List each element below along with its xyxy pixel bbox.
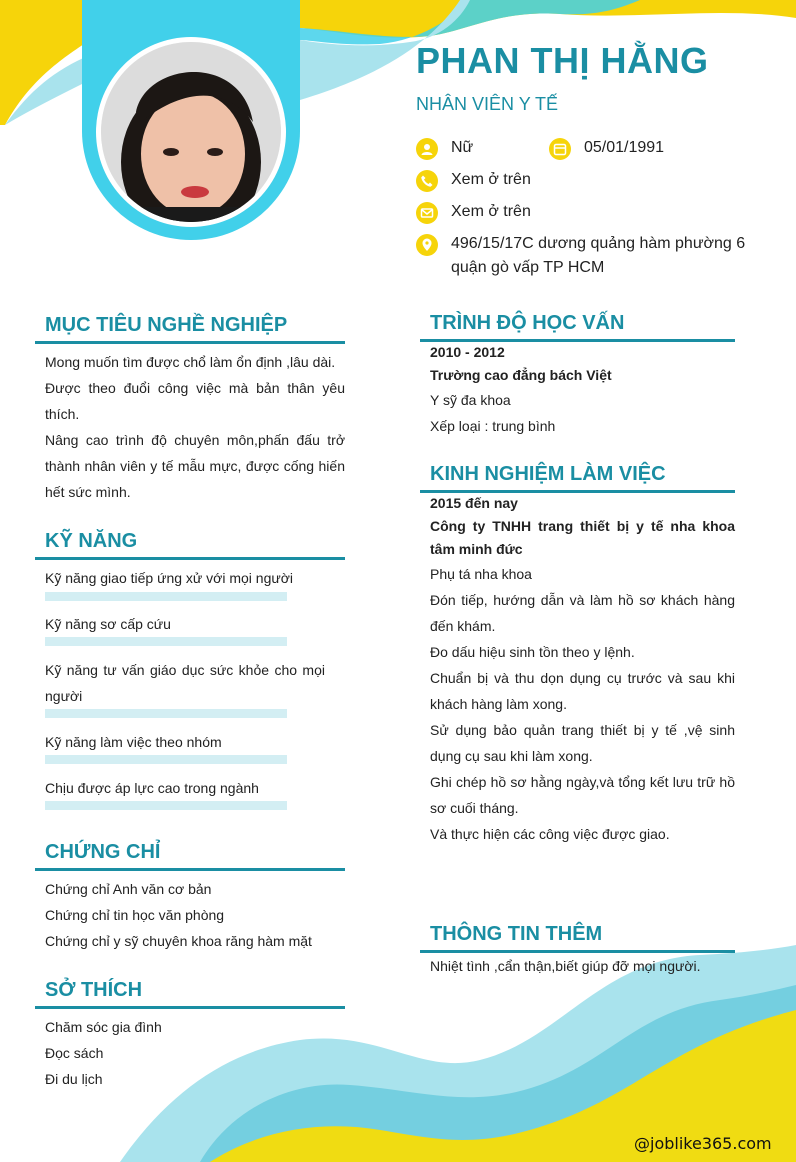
- certificate-item: Chứng chỉ y sỹ chuyên khoa răng hàm mặt: [45, 933, 312, 949]
- certificate-item: Chứng chỉ tin học văn phòng: [45, 907, 225, 923]
- experience-position: Phụ tá nha khoa: [430, 566, 532, 582]
- skill-bar: [45, 592, 287, 601]
- additional-title: THÔNG TIN THÊM: [430, 923, 603, 945]
- experience-duty: Chuẩn bị và thu dọn dụng cụ trước và sau khi khách hàng làm xong.: [430, 670, 735, 712]
- skill-item: Kỹ năng sơ cấp cứu: [45, 616, 171, 632]
- skill-item: Kỹ năng giao tiếp ứng xử với mọi người: [45, 570, 294, 586]
- phone-row: [416, 170, 531, 192]
- experience-company: Công ty TNHH trang thiết bị y tế nha khoa tâm minh đức: [430, 518, 735, 557]
- certificates-list: [45, 876, 345, 954]
- mail-icon: [416, 202, 438, 224]
- objective-line: Được theo đuổi công việc mà bản thân yêu thích.: [45, 380, 345, 422]
- experience-duty: Sử dụng bảo quản trang thiết bị y tế ,vệ sinh dụng cụ sau khi làm xong.: [430, 722, 735, 764]
- education-school: Trường cao đẳng bách Việt: [430, 367, 612, 383]
- experience-duty: Đo dấu hiệu sinh tồn theo y lệnh.: [430, 644, 635, 660]
- hobbies-divider: [35, 1006, 345, 1009]
- profile-photo: [101, 42, 281, 222]
- certificate-item: Chứng chỉ Anh văn cơ bản: [45, 881, 212, 897]
- education-title: TRÌNH ĐỘ HỌC VẤN: [430, 312, 625, 334]
- location-pin-icon: [416, 234, 438, 256]
- experience-title: KINH NGHIỆM LÀM VIỆC: [430, 463, 666, 485]
- email-value: Xem ở trên: [451, 203, 531, 220]
- hobby-item: Đi du lịch: [45, 1071, 103, 1087]
- skill-bar: [45, 801, 287, 810]
- hobby-item: Đọc sách: [45, 1045, 104, 1061]
- certificates-divider: [35, 868, 345, 871]
- email-row: [416, 202, 531, 224]
- skill-item: Kỹ năng tư vấn giáo dục sức khỏe cho mọi người: [45, 662, 325, 704]
- objective-divider: [35, 341, 345, 344]
- skill-item: Kỹ năng làm việc theo nhóm: [45, 734, 222, 750]
- objective-title: MỤC TIÊU NGHỀ NGHIỆP: [45, 314, 288, 336]
- education-grade: Xếp loại : trung bình: [430, 418, 556, 434]
- birthday-row: [549, 138, 664, 160]
- objective-text: [45, 349, 345, 505]
- birthday-value: 05/01/1991: [584, 139, 665, 156]
- education-period: 2010 - 2012: [430, 344, 505, 360]
- additional-text: Nhiệt tình ,cẩn thận,biết giúp đỡ mọi người.: [430, 958, 701, 974]
- hobby-item: Chăm sóc gia đình: [45, 1019, 162, 1035]
- user-icon: [416, 138, 438, 160]
- phone-icon: [416, 170, 438, 192]
- hobbies-list: [45, 1014, 345, 1092]
- watermark-text: @joblike365.com: [634, 1134, 772, 1153]
- skill-bar: [45, 637, 287, 646]
- experience-block: [430, 492, 735, 847]
- skills-divider: [35, 557, 345, 560]
- skill-bar: [45, 709, 287, 718]
- skill-item: Chịu được áp lực cao trong ngành: [45, 780, 259, 796]
- hobbies-title: SỞ THÍCH: [45, 979, 143, 1001]
- experience-duty: Ghi chép hồ sơ hằng ngày,và tổng kết lưu trữ hồ sơ cuối tháng.: [430, 774, 735, 816]
- address-value: 496/15/17C dương quảng hàm phường 6 quận gò vấp TP HCM: [451, 235, 746, 276]
- skills-title: KỸ NĂNG: [45, 530, 138, 552]
- objective-line: Nâng cao trình độ chuyên môn,phấn đấu trở thành nhân viên y tế mẫu mực, được cống hiến hết sức mình.: [45, 432, 345, 500]
- education-major: Y sỹ đa khoa: [430, 392, 511, 408]
- job-title: NHÂN VIÊN Y TẾ: [416, 94, 559, 114]
- phone-value: Xem ở trên: [451, 171, 531, 188]
- skill-bar: [45, 755, 287, 764]
- candidate-name: PHAN THỊ HẰNG: [416, 40, 709, 81]
- objective-line: Mong muốn tìm được chổ làm ổn định ,lâu dài.: [45, 354, 336, 370]
- gender-row: [416, 138, 473, 160]
- certificates-title: CHỨNG CHỈ: [45, 841, 161, 863]
- education-block: [430, 341, 735, 439]
- calendar-icon: [549, 138, 571, 160]
- experience-duty: Và thực hiện các công việc được giao.: [430, 826, 670, 842]
- gender-value: Nữ: [451, 139, 474, 156]
- address-row: [416, 234, 756, 280]
- experience-period: 2015 đến nay: [430, 495, 518, 511]
- experience-duty: Đón tiếp, hướng dẫn và làm hồ sơ khách hàng đến khám.: [430, 592, 735, 634]
